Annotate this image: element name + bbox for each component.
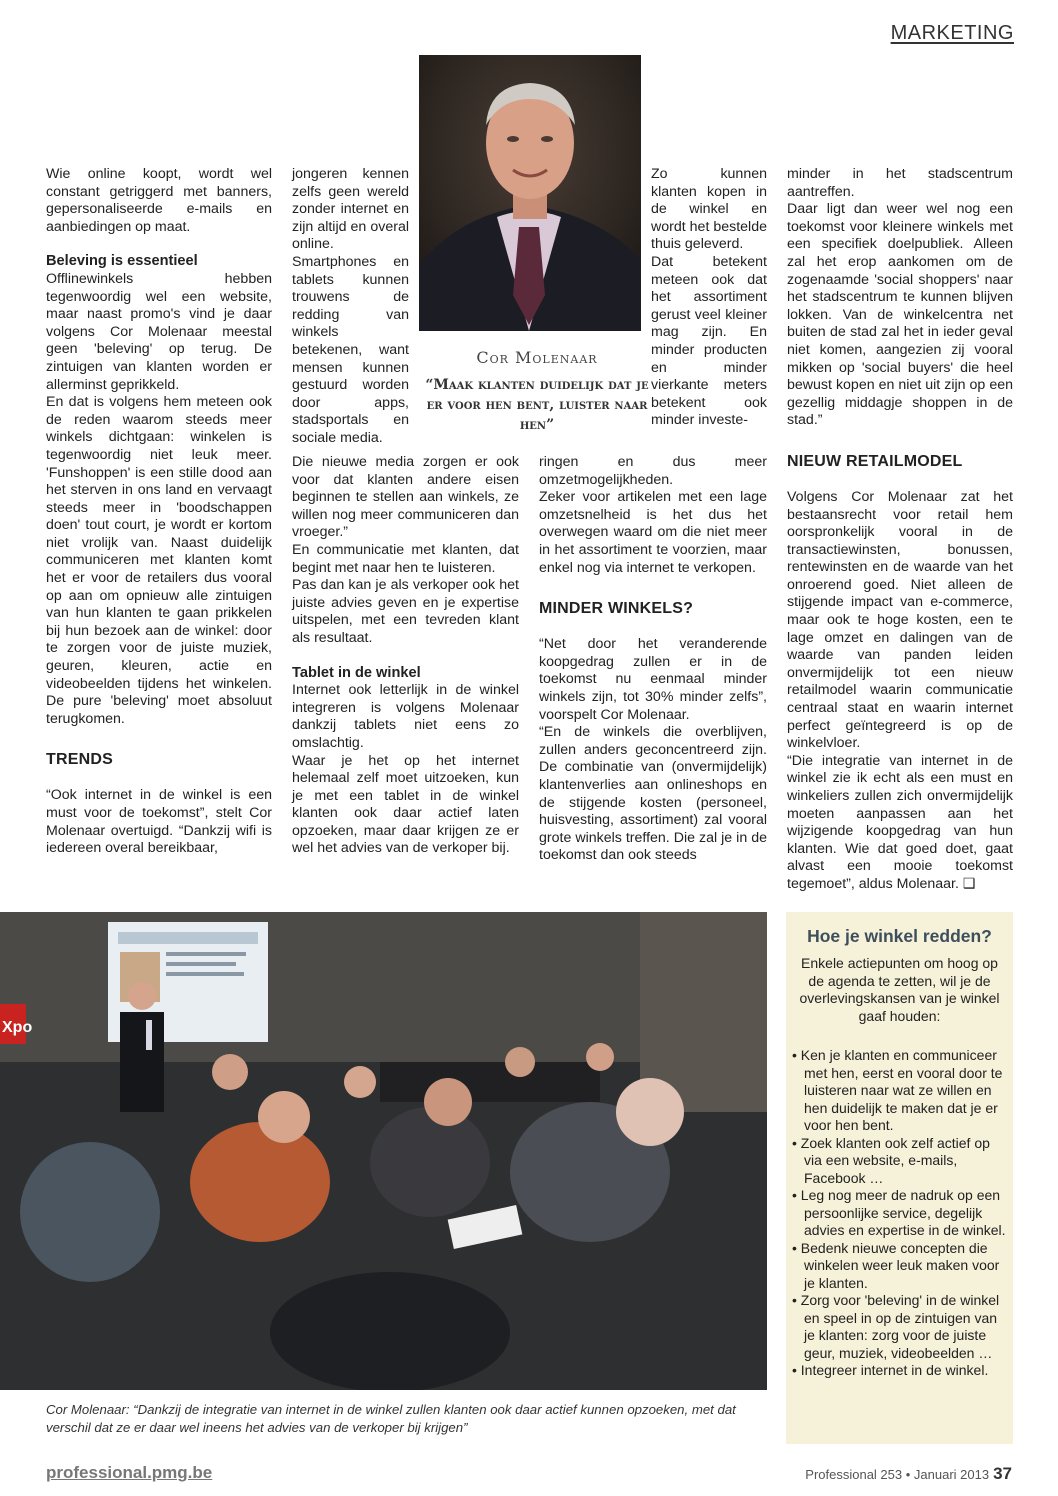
portrait-photo — [419, 55, 641, 331]
paragraph: Waar je het op het internet helemaal zelf moet uitzoeken, kun je met een tablet in de winkel klanten ook daar actief laten opzoeken, maar daar krijgen ze er wel het advies van de verkoper bij. — [292, 752, 519, 857]
paragraph: “Net door het veranderende koopgedrag zullen er in de toekomst nu eenmaal minder winkels zijn, tot 30% minder zelfs”, voorspelt Cor Molenaar. — [539, 636, 767, 723]
end-mark-icon: ❑ — [962, 875, 976, 892]
paragraph: Pas dan kan je als verkoper ook het juiste advies geven en je expertise uitspelen, met een tevreden klant als resultaat. — [292, 577, 519, 646]
article-column-2-top — [292, 166, 409, 448]
paragraph: Daar ligt dan weer wel nog een toekomst voor kleinere winkels met een specifiek doelpubliek. Alleen zal het erop aankomen om de zogenaamde 'social shoppers' naar het stadscentrum te kunnen blijven lokken. Van de winkelcentra net buiten de stad zal het in ieder geval niet komen, aangezien zij vooral mikken op 'social buyers' die heel bewust kopen en niet uit zijn op een gezellig middagje shoppen in de stad.” — [787, 201, 1013, 429]
list-item: • Integreer internet in de winkel. — [792, 1362, 989, 1378]
article-column-3-top — [651, 166, 767, 430]
article-column-4 — [787, 166, 1013, 894]
paragraph: Zo kunnen klanten kopen in de winkel en wordt het bestelde thuis geleverd. — [651, 166, 767, 253]
conference-image — [0, 912, 767, 1390]
paragraph: Wie online koopt, wordt wel constant getriggerd met banners, gepersonaliseerde e-mails en aanbiedingen op maat. — [46, 166, 272, 235]
paragraph: Volgens Cor Molenaar zat het bestaansrecht voor retail hem oorspronkelijk vooral in de transactiewinsten, bonussen, rentewinsten en de waarde van het onroerend goed. Niet alleen de stijgende impact van e-commerce, maar ook te hoge kosten, een te lage omzet en dalingen van de waarde van panden leiden onvermijdelijk tot een nieuw retailmodel waarin communicatie centraal staat en waarin internet perfect geïntegreerd is op de winkelvloer. — [787, 488, 1013, 752]
paragraph: minder in het stadscentrum aantreffen. — [787, 166, 1013, 200]
paragraph: “En de winkels die overblijven, zullen anders geconcentreerd zijn. De combinatie van (onvermijdelijk) klantenverlies aan onlineshops en de stijgende kosten (personeel, huisvesting, assortiment) zal vooral grote winkels treffen. Die zal je in de toekomst dan ook steeds — [539, 724, 767, 864]
page-number: 37 — [993, 1464, 1012, 1483]
tips-sidebar — [786, 912, 1013, 1444]
paragraph: Die nieuwe media zorgen er ook voor dat klanten andere eisen beginnen te stellen aan winkels, ze willen nog meer communiceren dan vroeger.” — [292, 454, 519, 541]
subheading-nieuw-retailmodel: NIEUW RETAILMODEL — [787, 452, 963, 470]
portrait-name: Cor Molenaar — [476, 348, 598, 367]
subheading-minder-winkels: MINDER WINKELS? — [539, 600, 694, 618]
paragraph: Dat betekent meteen ook dat het assortiment gerust veel kleiner mag zijn. En minder producten en minder vierkante meters betekent ook minder investe- — [651, 253, 767, 429]
list-item: • Zoek klanten ook zelf actief op via een website, e-mails, Facebook … — [792, 1134, 990, 1186]
subheading-trends: TRENDS — [46, 751, 113, 769]
sidebar-list — [792, 1047, 1006, 1380]
paragraph: ringen en dus meer omzetmogelijkheden. — [539, 454, 767, 488]
sidebar-intro: Enkele actiepunten om hoog op de agenda te zetten, wil je de overlevingskansen van je winkel gaaf houden: — [799, 955, 1000, 1024]
paragraph: Zeker voor artikelen met een lage omzetsnelheid is het dus het overwegen waard om die niet meer in het assortiment te voorzien, maar enkel nog via internet te verkopen. — [539, 489, 767, 576]
pull-quote: “Maak klanten duidelijk dat je er voor hen bent, luister naar hen” — [425, 377, 649, 433]
photo-caption: Cor Molenaar: “Dankzij de integratie van internet in de winkel zullen klanten ook daar actief kunnen opzoeken, met dat verschil dat ze er daar wel ineens het advies van de verkoper bij krijgen” — [46, 1402, 736, 1435]
paragraph: Internet ook letterlijk in de winkel integreren is volgens Molenaar dankzij tablets niet eens zo omslachtig. — [292, 682, 519, 751]
paragraph: “Ook internet in de winkel is een must voor de toekomst”, stelt Cor Molenaar overtuigd. “Dankzij wifi is iedereen overal bereikbaar, — [46, 787, 272, 857]
list-item: • Leg nog meer de nadruk op een persoonlijke service, degelijk advies en expertise in de winkel. — [792, 1187, 1006, 1238]
subheading-beleving: Beleving is essentieel — [46, 253, 198, 270]
banner-text: Xpo — [2, 1019, 33, 1036]
subheading-tablet: Tablet in de winkel — [292, 664, 421, 681]
issue-label: Professional 253 • Januari 2013 — [805, 1467, 990, 1482]
conference-photo — [0, 912, 767, 1390]
list-item: • Zorg voor 'beleving' in de winkel en speel in op de zintuigen van je klanten: zorg voor de juiste geur, muziek, videobeelden … — [792, 1292, 1000, 1361]
paragraph-text: “Die integratie van internet in de winkel zie ik echt als een must en winkeliers zullen zich onvermijdelijk moeten aanpassen aan het wijzigende koopgedrag van hun klanten. Wie dat goed doet, gaat alvast een mooie toekomst tegemoet”, aldus Molenaar. — [787, 752, 1013, 892]
article-column-1 — [46, 166, 272, 858]
paragraph — [787, 753, 1013, 894]
sidebar-title: Hoe je winkel redden? — [807, 926, 992, 946]
article-column-2 — [292, 454, 519, 858]
paragraph: Offlinewinkels hebben tegenwoordig wel een website, maar naast promo's vind je daar volgens Cor Molenaar meestal geen 'beleving' op terug. De zintuigen van klanten worden er allerminst geprikkeld. — [46, 270, 272, 393]
footer-issue — [805, 1464, 1012, 1484]
portrait-image — [419, 55, 641, 331]
article-column-3 — [539, 454, 767, 865]
paragraph: jongeren kennen zelfs geen wereld zonder internet en zijn altijd en overal online. Smartphones en tablets kunnen trouwens de redding van winkels betekenen, want mensen kunnen gestuurd worden door apps, stadsportals en sociale media. — [292, 166, 409, 446]
list-item: • Bedenk nieuwe concepten die winkelen weer leuk maken voor je klanten. — [792, 1239, 1000, 1291]
list-item: • Ken je klanten en communiceer met hen, eerst en vooral door te luisteren naar wat ze willen en hen duidelijk te maken dat je er voor hen bent. — [792, 1047, 1003, 1133]
section-label: MARKETING — [890, 22, 1014, 44]
paragraph: En dat is volgens hem meteen ook de reden waarom steeds meer winkels dichtgaan: winkelen is tegenwoordig niet leuk meer. 'Funshoppen' is een stille dood aan het sterven in ons land en vervaagt steeds meer in 'boodschappen doen' tout court, je wordt er kortom niet vrolijk van. Naast duidelijk communiceren met klanten komt het er voor de retailers dus vooral op aan om opnieuw alle zintuigen van hun klanten te gaan prikkelen bij hun bezoek aan de winkel: door te zorgen voor de juiste muziek, geuren, kleuren, actie en videobeelden tijdens het winkelen. De pure 'beleving' moet absoluut terugkomen. — [46, 394, 272, 727]
footer-url-link[interactable]: professional.pmg.be — [46, 1463, 213, 1482]
paragraph: En communicatie met klanten, dat begint met naar hen te luisteren. — [292, 541, 519, 576]
